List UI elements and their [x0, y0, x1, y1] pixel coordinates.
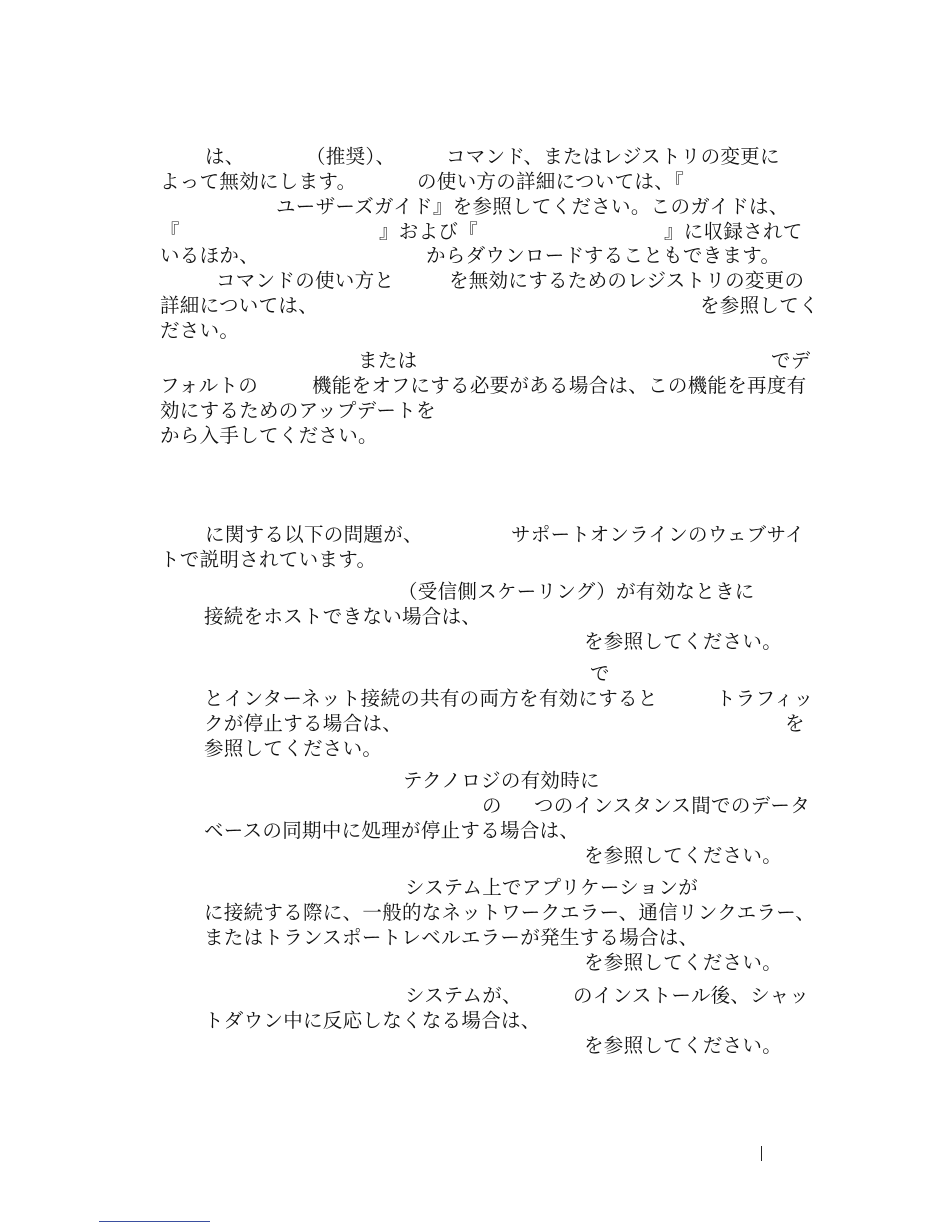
list-item-text: つのインスタンス間でのデータ	[534, 794, 811, 817]
text-fragment: フォルトの	[160, 374, 259, 397]
list-item-text: を参照してください。	[584, 844, 783, 867]
list-item-text: （受信側スケーリング）が有効なときに	[398, 580, 755, 603]
text-fragment: は、	[205, 145, 245, 168]
list-item-text: のインストール後、シャッ	[573, 984, 810, 1007]
list-item-text: システムが、	[405, 984, 522, 1007]
list-item-text: システム上でアプリケーションが	[405, 876, 699, 899]
list-item-text: 参照してください。	[204, 737, 383, 760]
list-item-text: 接続をホストできない場合は、	[204, 605, 482, 628]
text-fragment: ださい。	[160, 319, 240, 342]
text-fragment: 『	[160, 220, 180, 243]
list-item-text: ベースの同期中に処理が停止する場合は、	[204, 819, 580, 842]
text-fragment: ユーザーズガイド』を参照してください。このガイドは、	[276, 195, 789, 218]
list-item-text: の	[482, 794, 502, 817]
text-fragment: から入手してください。	[160, 424, 378, 447]
text-fragment: （推奨）、	[306, 145, 396, 168]
text-fragment: を無効にするためのレジストリの変更の	[449, 269, 805, 292]
list-item-text: トダウン中に反応しなくなる場合は、	[204, 1009, 541, 1032]
text-fragment: サポートオンラインのウェブサイ	[511, 523, 805, 546]
list-item-text: を参照してください。	[584, 1034, 783, 1057]
text-fragment: 詳細については、	[160, 294, 319, 317]
list-item-text: を参照してください。	[584, 630, 783, 653]
text-fragment: 』および『	[379, 220, 479, 243]
text-fragment: いるほか、	[160, 244, 260, 267]
text-fragment: 』に収録されて	[664, 220, 803, 243]
text-fragment: の使い方の詳細については、『	[417, 170, 685, 193]
list-item-text: を	[785, 712, 805, 735]
list-item-text: クが停止する場合は、	[204, 712, 403, 735]
list-item-text: とインターネット接続の共有の両方を有効にすると	[204, 687, 658, 710]
text-fragment: からダウンロードすることもできます。	[426, 244, 781, 267]
text-fragment: 効にするためのアップデートを	[160, 399, 436, 422]
text-fragment: に関する以下の問題が、	[205, 523, 423, 546]
footer-separator	[761, 1146, 762, 1161]
text-fragment: または	[358, 349, 418, 372]
list-item-text: またはトランスポートレベルエラーが発生する場合は、	[204, 926, 699, 949]
list-item-text: で	[590, 662, 610, 685]
list-item-text: テクノロジの有効時に	[403, 769, 600, 792]
list-item-text: を参照してください。	[584, 951, 783, 974]
footnote-rule	[99, 1221, 210, 1222]
list-item-text: に接続する際に、一般的なネットワークエラー、通信リンクエラー、	[204, 901, 816, 924]
text-fragment: を参照してく	[700, 294, 819, 317]
text-fragment: トで説明されています。	[160, 548, 377, 571]
list-item-text: トラフィッ	[716, 687, 814, 710]
text-fragment: でデ	[771, 349, 811, 372]
text-fragment: コマンド、またはレジストリの変更に	[446, 145, 780, 168]
text-fragment: コマンドの使い方と	[216, 269, 395, 292]
text-fragment: 機能をオフにする必要がある場合は、この機能を再度有	[312, 374, 807, 397]
text-fragment: よって無効にします。	[160, 170, 357, 193]
